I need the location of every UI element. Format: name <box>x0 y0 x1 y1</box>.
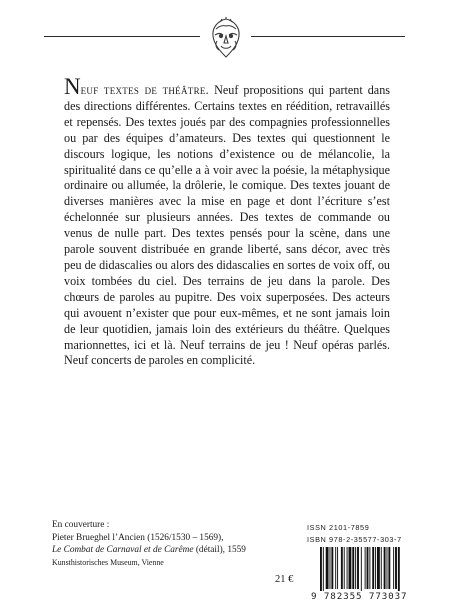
credits-heading: En couverture : <box>52 520 110 530</box>
back-cover-blurb <box>64 74 390 369</box>
drop-initial: N <box>64 74 81 99</box>
barcode-bar <box>341 547 343 589</box>
barcode-bar <box>347 547 348 589</box>
barcode-bar <box>377 547 380 589</box>
barcode-bar <box>323 547 324 591</box>
barcode-bar <box>344 547 345 589</box>
identifiers <box>307 522 402 546</box>
barcode-bar <box>381 547 382 589</box>
barcode-digits: 9 782355 773037 <box>311 591 408 602</box>
barcode-bar <box>393 547 394 589</box>
lion-crest-emblem-icon <box>206 17 246 59</box>
barcode-bar <box>331 547 333 589</box>
price: 21 € <box>275 574 294 585</box>
barcode-bar <box>352 547 354 589</box>
barcode-bars <box>311 545 411 591</box>
barcode-bar <box>335 547 336 589</box>
barcode-bar <box>387 547 388 589</box>
barcode-bar <box>365 547 366 589</box>
barcode-bar <box>369 547 370 589</box>
lead-smallcaps: euf textes de théâtre. <box>80 83 210 97</box>
credits-work-title: Le Combat de Carnaval et de Carême <box>52 545 194 556</box>
barcode-bar <box>388 547 390 589</box>
barcode-bar <box>337 547 338 589</box>
isbn-number: ISBN 978-2-35577-303-7 <box>307 534 402 544</box>
barcode-bar <box>326 547 329 589</box>
barcode-bar <box>361 547 362 591</box>
credits-work <box>52 544 292 557</box>
blurb-text: Neuf propositions qui partent dans des directions différentes. Certains textes en réédition, retravaillés et repensés. Des textes joués par des compagnies professionnelles ou par des équipes d’amateurs. Des textes qui questionnent le discours logique, les notions d’existence ou de mélancolie, la spiritualité dans ce qu’elle a à voir avec la poésie, la métaphysique ordinaire ou allumée, la drôlerie, le comique. Des textes jouant de diverses manières avec la mise en page et dont l’écriture s’est échelonnée sur plusieurs années. Des textes de commande ou venus de nulle part. Des textes pensés pour la scène, dans une parole souvent distribuée en grande liberté, sans décor, avec très peu de didascalies ou alors des didascalies en sortes de voix off, ou voix tombées du ciel. Des terrains de jeu dans la parole. Des chœurs de paroles au pupitre. Des voix superposées. Des acteurs qui avouent n’exister que pour eux-mêmes, et ne sont jamais loin de leur quotidien, jamais loin des extérieurs du théâtre. Quelques marionnettes, ici et là. Neuf terrains de jeu ! Neuf opéras parlés. Neuf concerts de paroles en complicité. <box>64 83 390 368</box>
barcode-bar <box>355 547 356 589</box>
barcode-bar <box>375 547 376 589</box>
barcode-bar <box>330 547 331 589</box>
credits-work-detail: (détail), 1559 <box>193 545 246 556</box>
barcode-bar <box>395 547 397 589</box>
barcode-bar <box>372 547 374 589</box>
credits-artist: Pieter Brueghel l’Ancien (1526/1530 – 1569), <box>52 532 224 543</box>
barcode-bar <box>349 547 352 589</box>
barcode-bar <box>384 547 386 589</box>
barcode <box>311 545 411 603</box>
barcode-bar <box>357 547 359 589</box>
blurb-lead-in <box>64 74 210 99</box>
cover-credits <box>52 519 292 569</box>
credits-museum: Kunsthistorisches Museum, Vienne <box>52 557 164 567</box>
barcode-bar <box>320 547 322 591</box>
issn-number: ISSN 2101-7859 <box>307 523 370 532</box>
barcode-bar <box>398 547 400 591</box>
header-rule-left <box>44 36 200 37</box>
header-rule-right <box>251 36 405 37</box>
barcode-bar <box>367 547 369 589</box>
